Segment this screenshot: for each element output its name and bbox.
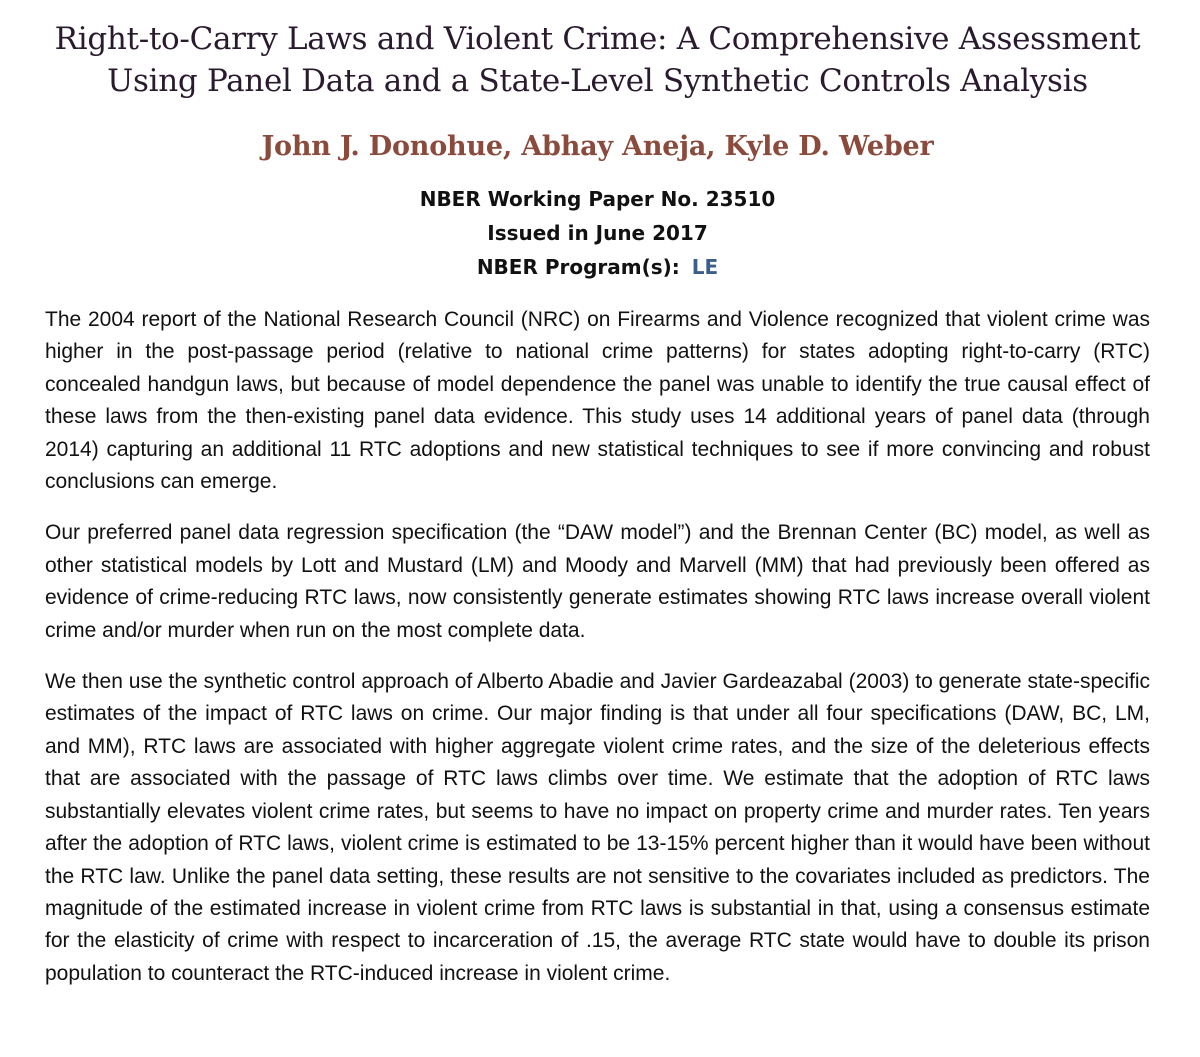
- abstract-paragraph-2: Our preferred panel data regression specification (the “DAW model”) and the Brennan Center (BC) model, as well as other statistical models by Lott and Mustard (LM) and Moody and Marvell (MM) that had previously been offered as evidence of crime-reducing RTC laws, now consistently generate estimates showing RTC laws increase overall violent crime and/or murder when run on the most complete data.: [45, 521, 1150, 642]
- paper-title-line-1: Right-to-Carry Laws and Violent Crime: A Comprehensive Assessment: [54, 21, 1141, 57]
- program-label: NBER Program(s):: [476, 255, 680, 279]
- working-paper-number: NBER Working Paper No. 23510: [419, 187, 776, 211]
- paper-meta: [45, 182, 1150, 284]
- paper-title-line-2: Using Panel Data and a State-Level Synthetic Controls Analysis: [107, 63, 1088, 99]
- paper-title: [45, 0, 1150, 102]
- issue-date: Issued in June 2017: [487, 221, 708, 245]
- program-row: [45, 250, 1150, 284]
- abstract-paragraph-3: We then use the synthetic control approach of Alberto Abadie and Javier Gardeazabal (2003) to generate state-specific estimates of the impact of RTC laws on crime. Our major finding is that under all four specifications (DAW, BC, LM, and MM), RTC laws are associated with higher aggregate violent crime rates, and the size of the deleterious effects that are associated with the passage of RTC laws climbs over time. We estimate that the adoption of RTC laws substantially elevates violent crime rates, but seems to have no impact on property crime and murder rates. Ten years after the adoption of RTC laws, violent crime is estimated to be 13-15% percent higher than it would have been without the RTC law. Unlike the panel data setting, these results are not sensitive to the covariates included as predictors. The magnitude of the estimated increase in violent crime from RTC laws is substantial in that, using a consensus estimate for the elasticity of crime with respect to incarceration of .15, the average RTC state would have to double its prison population to counteract the RTC-induced increase in violent crime.: [45, 670, 1150, 985]
- abstract-paragraph-1: The 2004 report of the National Research Council (NRC) on Firearms and Violence recognized that violent crime was higher in the post-passage period (relative to national crime patterns) for states adopting right-to-carry (RTC) concealed handgun laws, but because of model dependence the panel was unable to identify the true causal effect of these laws from the then-existing panel data evidence. This study uses 14 additional years of panel data (through 2014) capturing an additional 11 RTC adoptions and new statistical techniques to see if more convincing and robust conclusions can emerge.: [45, 308, 1150, 494]
- program-link-le[interactable]: LE: [691, 255, 719, 279]
- paper-authors: John J. Donohue, Abhay Aneja, Kyle D. Weber: [261, 131, 934, 162]
- abstract: [45, 304, 1150, 990]
